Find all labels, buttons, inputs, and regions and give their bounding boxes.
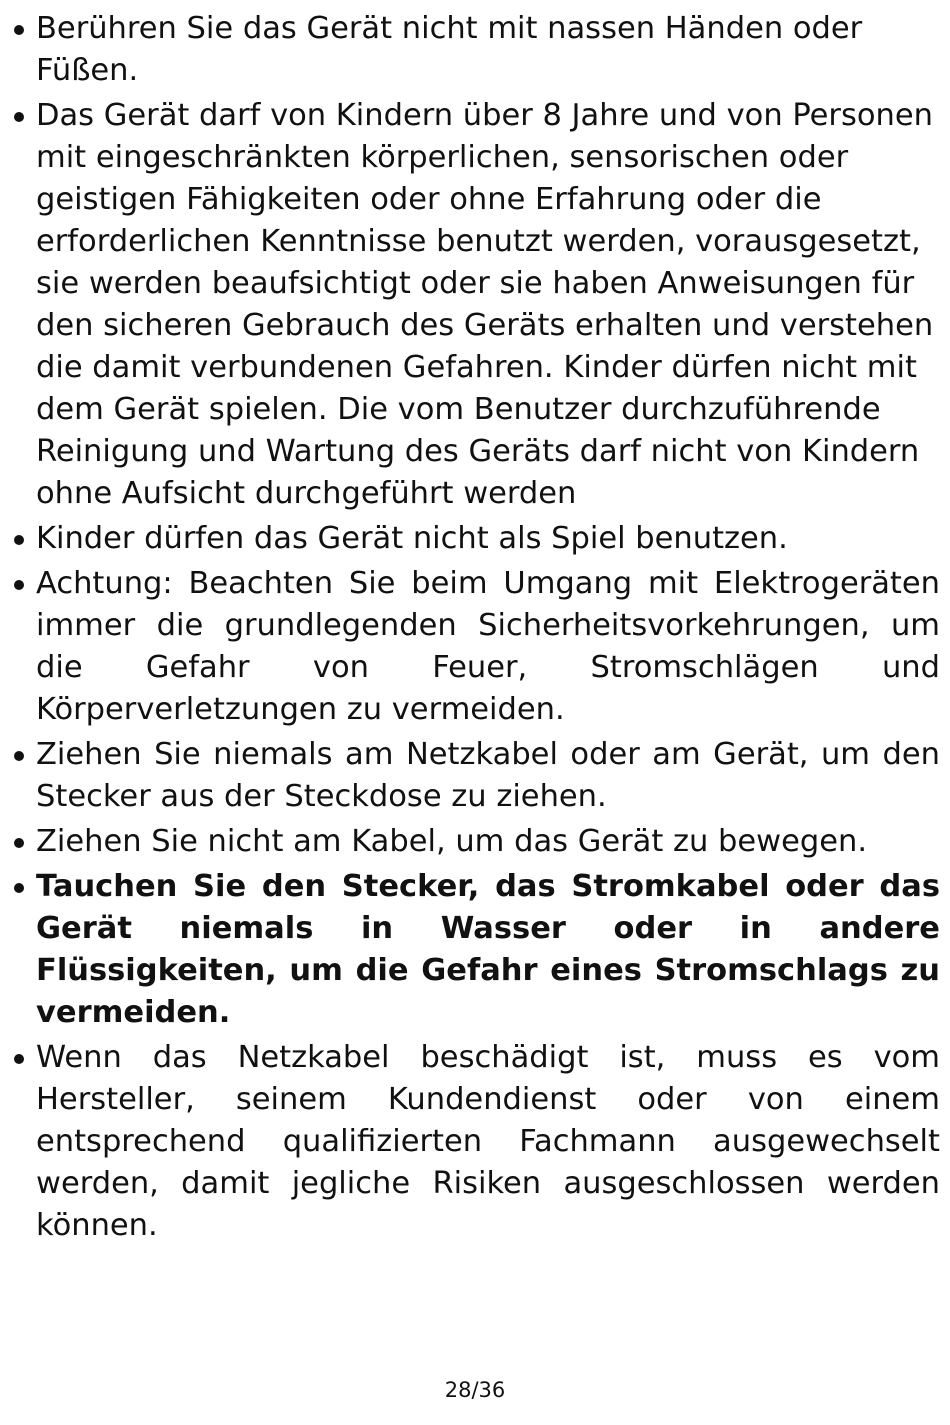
list-item xyxy=(10,563,940,731)
list-item xyxy=(10,8,940,92)
bullet-icon xyxy=(10,866,36,908)
bullet-icon xyxy=(10,563,36,605)
bullet-icon xyxy=(10,1037,36,1079)
list-item-text: Kinder dürfen das Gerät nicht als Spiel benutzen. xyxy=(36,521,788,556)
bullet-icon xyxy=(10,734,36,776)
list-item xyxy=(10,518,940,560)
list-item xyxy=(10,95,940,515)
bullet-icon xyxy=(10,8,36,50)
list-item-text: Achtung: Beachten Sie beim Umgang mit Elektrogeräten immer die grundlegenden Sicherheitsvorkehrungen, um die Gefahr von Feuer, Stromschlägen und Körperverletzungen zu vermeiden. xyxy=(36,566,940,727)
list-item-text: Wenn das Netzkabel beschädigt ist, muss es vom Hersteller, seinem Kundendienst oder von einem entsprechend qualifizierten Fachmann ausgewechselt werden, damit jegliche Risiken ausgeschlossen werden können. xyxy=(36,1040,940,1243)
list-item-warning xyxy=(10,866,940,1034)
list-item-text: Das Gerät darf von Kindern über 8 Jahre und von Personen mit eingeschränkten körperlichen, sensorischen oder geistigen Fähigkeiten oder ohne Erfahrung oder die erforderlichen Kenntnisse benutzt werden, vorausgesetzt, sie werden beaufsichtigt oder sie haben Anweisungen für den sicheren Gebrauch des Geräts erhalten und verstehen die damit verbundenen Gefahren. Kinder dürfen nicht mit dem Gerät spielen. Die vom Benutzer durchzuführende Reinigung und Wartung des Geräts darf nicht von Kindern ohne Aufsicht durchgeführt werden xyxy=(36,98,934,511)
bullet-icon xyxy=(10,95,36,137)
list-item xyxy=(10,1037,940,1247)
page-number: 28/36 xyxy=(444,1378,506,1402)
list-item-text: Berühren Sie das Gerät nicht mit nassen Händen oder Füßen. xyxy=(36,11,863,88)
list-item-text: Ziehen Sie nicht am Kabel, um das Gerät zu bewegen. xyxy=(36,824,868,859)
bullet-icon xyxy=(10,518,36,560)
list-item xyxy=(10,734,940,818)
safety-instructions-list xyxy=(10,8,940,1250)
list-item xyxy=(10,821,940,863)
list-item-text: Tauchen Sie den Stecker, das Stromkabel oder das Gerät niemals in Wasser oder in andere Flüssigkeiten, um die Gefahr eines Stromschlags zu vermeiden. xyxy=(36,869,940,1030)
bullet-icon xyxy=(10,821,36,863)
list-item-text: Ziehen Sie niemals am Netzkabel oder am Gerät, um den Stecker aus der Steckdose zu ziehen. xyxy=(36,737,940,814)
